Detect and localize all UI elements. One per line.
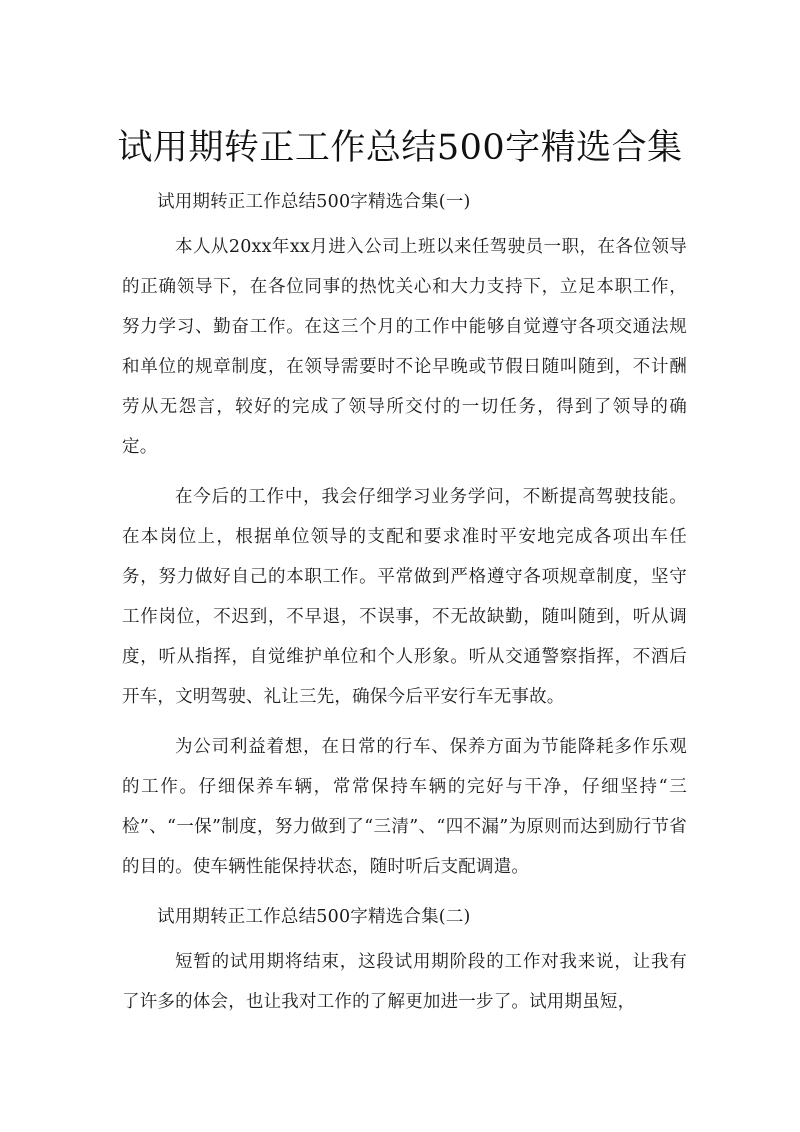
paragraph-4: 短暂的试用期将结束，这段试用期阶段的工作对我来说，让我有了许多的体会，也让我对工作的了解更加进一步了。试用期虽短， (122, 952, 687, 1012)
paragraph-3: 为公司利益着想，在日常的行车、保养方面为节能降耗多作乐观的工作。仔细保养车辆，常常保持车辆的完好与干净，仔细坚持“三检”、“一保”制度，努力做到了“三清”、“四不漏”为原则而达到励行节省的目的。使车辆性能保持状态，随时听后支配调遣。 (122, 737, 687, 877)
paragraph-2: 在今后的工作中，我会仔细学习业务学问，不断提高驾驶技能。在本岗位上，根据单位领导的支配和要求准时平安地完成各项出车任务，努力做好自己的本职工作。平常做到严格遵守各项规章制度，坚守工作岗位，不迟到，不早退，不误事，不无故缺勤，随叫随到，听从调度，听从指挥，自觉维护单位和个人形象。听从交通警察指挥，不酒后开车，文明驾驶、礼让三先，确保今后平安行车无事故。 (122, 487, 687, 707)
document-title: 试用期转正工作总结500字精选合集 (117, 128, 683, 168)
paragraph-1: 本人从20xx年xx月进入公司上班以来任驾驶员一职，在各位领导的正确领导下，在各位同事的热忱关心和大力支持下，立足本职工作，努力学习、勤奋工作。在这三个月的工作中能够自觉遵守各项交通法规和单位的规章制度，在领导需要时不论早晚或节假日随叫随到，不计酬劳从无怨言，较好的完成了领导所交付的一切任务，得到了领导的确定。 (122, 237, 687, 457)
document-body (122, 182, 687, 1032)
section-heading-2: 试用期转正工作总结500字精选合集(二) (157, 907, 471, 927)
section-heading-1: 试用期转正工作总结500字精选合集(一) (157, 192, 471, 212)
